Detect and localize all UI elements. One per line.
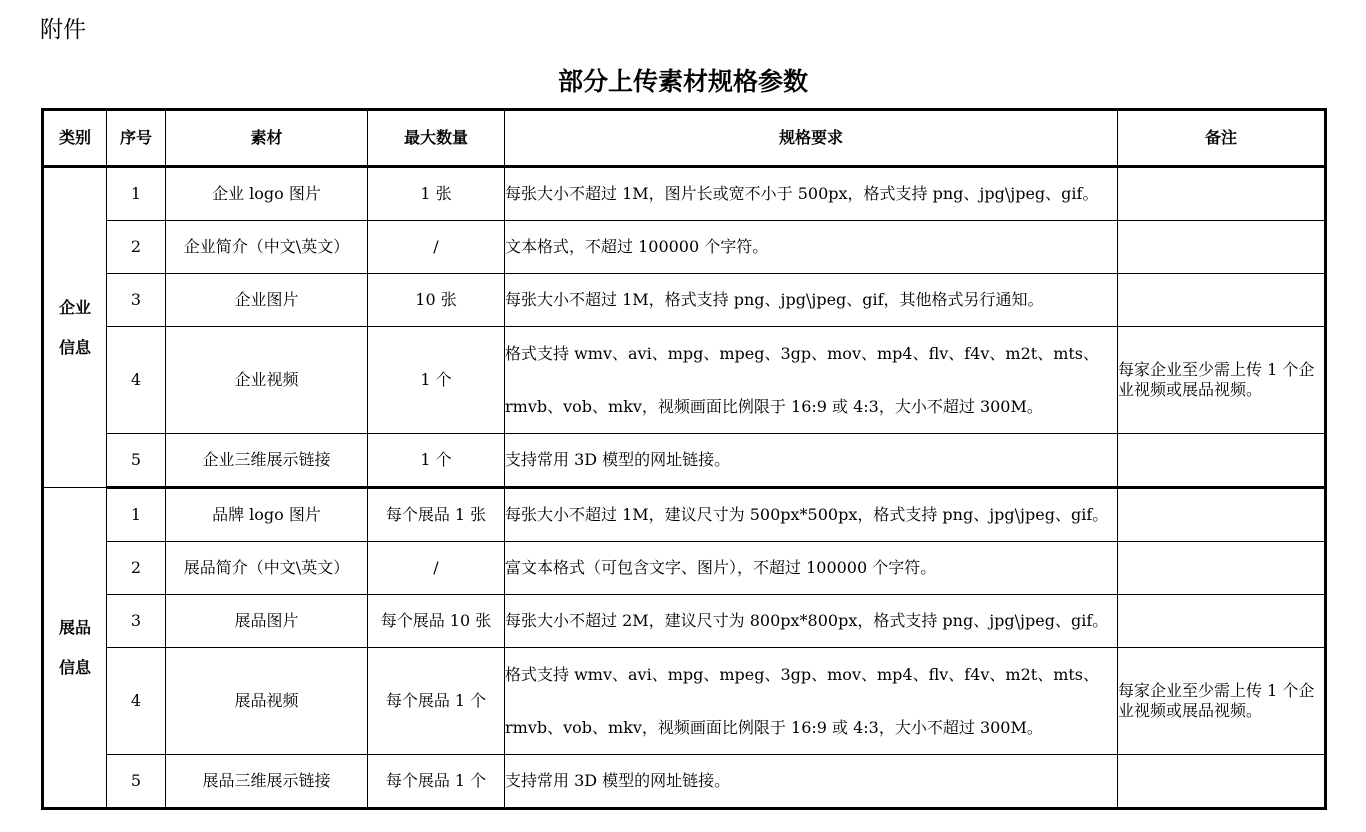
row-max-qty: 1 个 <box>368 327 505 434</box>
table-row <box>43 488 1326 542</box>
row-note <box>1118 755 1326 809</box>
header-material: 素材 <box>166 110 368 167</box>
row-max-qty: 每个展品 10 张 <box>368 595 505 648</box>
table-row <box>43 434 1326 488</box>
attachment-label: 附件 <box>40 17 86 43</box>
row-index: 2 <box>107 542 166 595</box>
row-spec: 格式支持 wmv、avi、mpg、mpeg、3gp、mov、mp4、flv、f4v、m2t、mts、rmvb、vob、mkv，视频画面比例限于 16:9 或 4:3，大小不超过 300M。 <box>505 648 1118 755</box>
table-header-row <box>43 110 1326 167</box>
row-max-qty: / <box>368 542 505 595</box>
row-note <box>1118 595 1326 648</box>
category-cell <box>43 167 107 488</box>
row-note: 每家企业至少需上传 1 个企业视频或展品视频。 <box>1118 648 1326 755</box>
row-material: 企业图片 <box>166 274 368 327</box>
row-spec: 每张大小不超过 1M，建议尺寸为 500px*500px，格式支持 png、jpg\jpeg、gif。 <box>505 488 1118 542</box>
row-spec: 每张大小不超过 1M，图片长或宽不小于 500px，格式支持 png、jpg\jpeg、gif。 <box>505 167 1118 221</box>
category-cell <box>43 488 107 809</box>
header-category: 类别 <box>43 110 107 167</box>
row-index: 3 <box>107 595 166 648</box>
header-spec: 规格要求 <box>505 110 1118 167</box>
row-note <box>1118 488 1326 542</box>
row-note <box>1118 434 1326 488</box>
row-note <box>1118 274 1326 327</box>
row-max-qty: 每个展品 1 个 <box>368 755 505 809</box>
row-index: 2 <box>107 221 166 274</box>
row-max-qty: 10 张 <box>368 274 505 327</box>
row-material: 企业三维展示链接 <box>166 434 368 488</box>
row-index: 1 <box>107 167 166 221</box>
row-material: 企业视频 <box>166 327 368 434</box>
category-label: 信息 <box>58 337 91 357</box>
row-material: 展品图片 <box>166 595 368 648</box>
table-row <box>43 274 1326 327</box>
row-material: 企业简介（中文\英文） <box>166 221 368 274</box>
table-row <box>43 542 1326 595</box>
category-label: 展品 <box>58 617 91 637</box>
row-spec: 文本格式，不超过 100000 个字符。 <box>505 221 1118 274</box>
row-max-qty: 1 个 <box>368 434 505 488</box>
row-spec: 支持常用 3D 模型的网址链接。 <box>505 434 1118 488</box>
row-spec: 每张大小不超过 1M，格式支持 png、jpg\jpeg、gif，其他格式另行通知。 <box>505 274 1118 327</box>
row-spec: 格式支持 wmv、avi、mpg、mpeg、3gp、mov、mp4、flv、f4v、m2t、mts、rmvb、vob、mkv，视频画面比例限于 16:9 或 4:3，大小不超过 300M。 <box>505 327 1118 434</box>
spec-table <box>41 108 1327 810</box>
row-index: 4 <box>107 648 166 755</box>
table-row <box>43 755 1326 809</box>
row-material: 企业 logo 图片 <box>166 167 368 221</box>
row-material: 展品视频 <box>166 648 368 755</box>
row-index: 5 <box>107 755 166 809</box>
document-title: 部分上传素材规格参数 <box>557 67 808 96</box>
row-max-qty: 每个展品 1 个 <box>368 648 505 755</box>
header-max-qty: 最大数量 <box>368 110 505 167</box>
row-note <box>1118 542 1326 595</box>
row-index: 1 <box>107 488 166 542</box>
table-row <box>43 595 1326 648</box>
category-label: 信息 <box>58 657 91 677</box>
table-row <box>43 648 1326 755</box>
row-material: 品牌 logo 图片 <box>166 488 368 542</box>
header-index: 序号 <box>107 110 166 167</box>
row-index: 4 <box>107 327 166 434</box>
row-note <box>1118 167 1326 221</box>
row-max-qty: 每个展品 1 张 <box>368 488 505 542</box>
row-spec: 支持常用 3D 模型的网址链接。 <box>505 755 1118 809</box>
row-index: 3 <box>107 274 166 327</box>
table-row <box>43 327 1326 434</box>
row-max-qty: 1 张 <box>368 167 505 221</box>
row-material: 展品三维展示链接 <box>166 755 368 809</box>
table-row <box>43 221 1326 274</box>
row-max-qty: / <box>368 221 505 274</box>
table-row <box>43 167 1326 221</box>
row-material: 展品简介（中文\英文） <box>166 542 368 595</box>
row-index: 5 <box>107 434 166 488</box>
row-spec: 富文本格式（可包含文字、图片），不超过 100000 个字符。 <box>505 542 1118 595</box>
header-note: 备注 <box>1118 110 1326 167</box>
row-spec: 每张大小不超过 2M，建议尺寸为 800px*800px，格式支持 png、jpg\jpeg、gif。 <box>505 595 1118 648</box>
row-note <box>1118 221 1326 274</box>
row-note: 每家企业至少需上传 1 个企业视频或展品视频。 <box>1118 327 1326 434</box>
category-label: 企业 <box>58 297 91 317</box>
